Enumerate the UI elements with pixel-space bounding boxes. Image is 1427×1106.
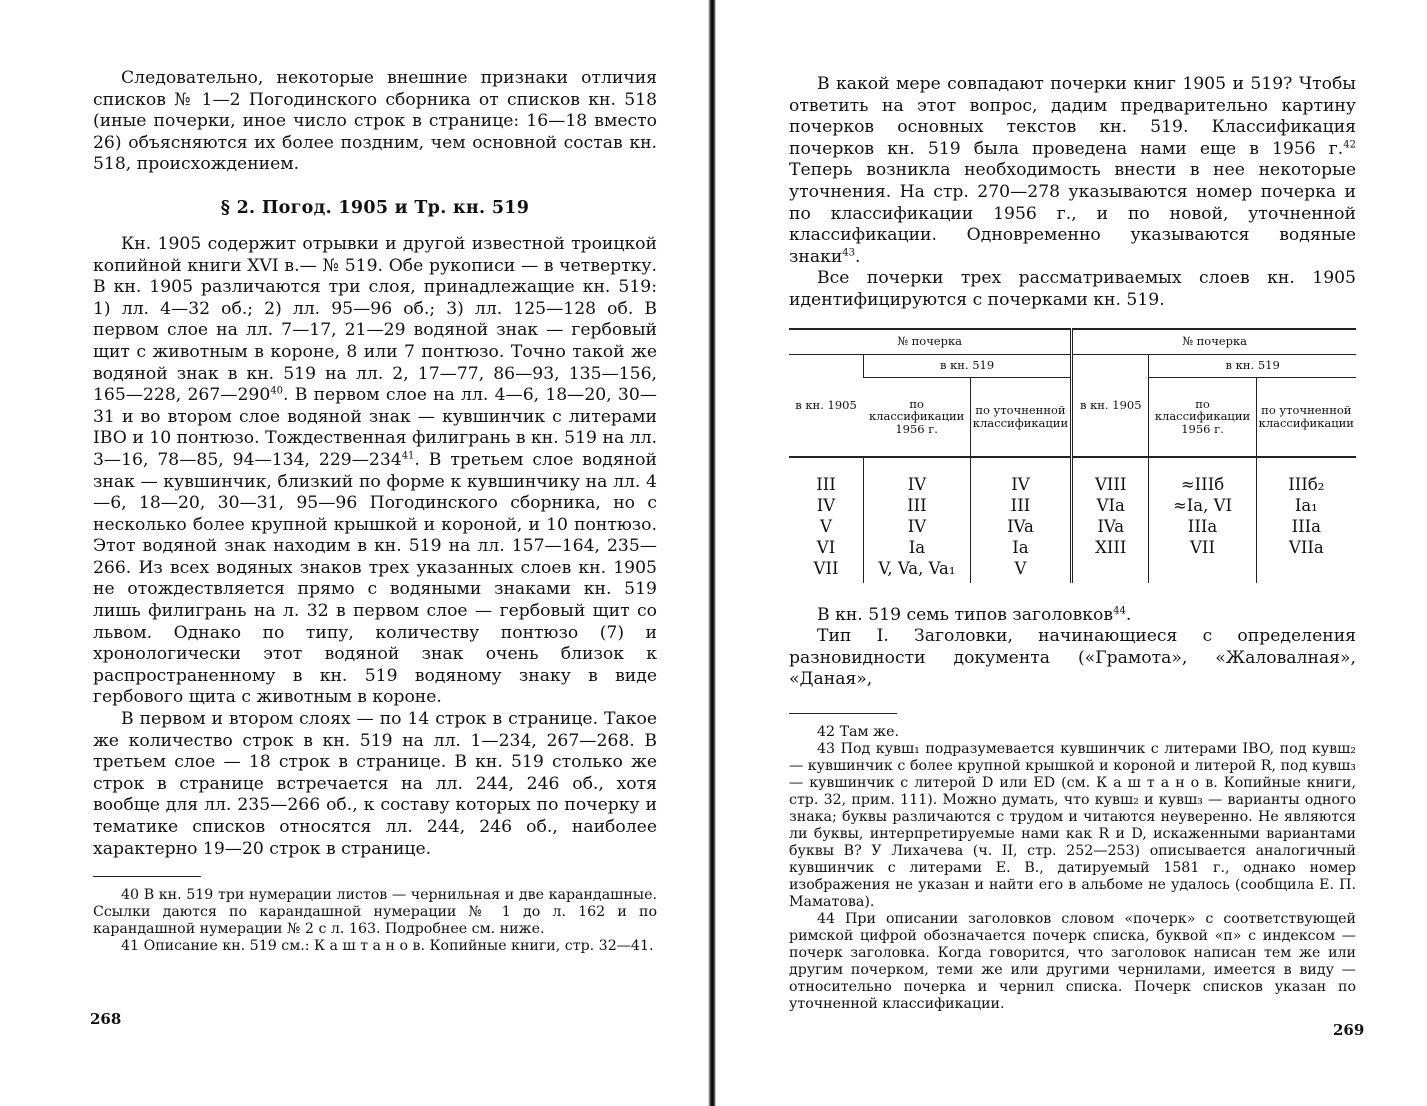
footnote-divider [789,713,897,714]
body-paragraph: Все почерки трех рассматриваемых слоев кн. 1905 идентифицируются с почерками кн. 519. [789,268,1356,310]
right-text-column [789,74,1356,1013]
footnote-ref[interactable]: 42 [1343,139,1356,151]
cell-1905: V [820,516,832,536]
cell-1956: Ia [864,537,971,558]
cell-1956: ≈Ia, VI [1149,495,1256,516]
cell-1956: IIIa [1149,516,1256,537]
cell-1905: IV [816,495,836,515]
cell-new: Ia [970,537,1071,558]
body-paragraph [789,74,1356,268]
table-row [789,495,1356,516]
body-paragraph [93,234,657,709]
page-number: 269 [1333,1021,1365,1039]
cell-1956: V, Va, Va₁ [864,558,971,583]
footnote-ref[interactable]: 43 [842,247,856,259]
paragraph-text: Кн. 1905 содержит отрывки и другой известной троицкой копийной книги XVI в.— № 519. Обе рукописи — в четвертку. В кн. 1905 различаются три слоя, принадлежащие кн. 519: 1) лл. 4—32 об.; 2) лл. 95—96 об.; 3) лл. 125—128 об. В первом слое на лл. 7—17, 21—29 водяной знак — гербовый щит с животным в короне, 8 или 7 понтюзо. Точно такой же водяной знак в кн. 519 на лл. 2, 17—77, 86—93, 135—156, 165—228, 267—290 [93,233,657,406]
left-text-column [93,68,657,955]
cell-1905: XIII [1072,537,1149,558]
cell-1905: IVa [1072,516,1149,537]
cell-new [1256,558,1356,583]
col-header-new: по уточненной классификации [1256,377,1356,457]
body-paragraph: В первом и втором слоях — по 14 строк в странице. Такое же количество строк в кн. 519 на лл. 1—234, 267—268. В третьем слое — 18 строк в странице. В кн. 519 столько же строк в странице встречается на лл. 244, 246 об., хотя вообще для лл. 235—266 об., к составу которых по почерку и тематике списков относятся лл. 244, 246 об., наиболее характерно 19—20 строк в странице. [93,709,657,859]
footnote-ref[interactable]: 44 [1113,604,1126,616]
cell-1956: IV [864,457,971,495]
cell-1956: VII [1149,537,1256,558]
cell-new: IIIa [1256,516,1356,537]
paragraph-text: . В третьем слое водяной знак — кувшинчик, близкий по форме к кувшинчику на лл. 4—6, 18—20, 30—31, 95—96 Погодинского сборника, но с несколько более крупной крышкой и короной, и 10 понтюзо. Этот водяной знак находим в кн. 519 на лл. 157—164, 235—266. Из всех водяных знаков трех указанных слоев кн. 1905 не отождествляется прямо с водяными знаками кн. 519 лишь филигрань на л. 32 в первом слое — гербовый щит со львом. Однако по типу, количеству понтюзо (7) и хронологически этот водяной знак очень близок к распространенному в кн. 519 водяному знаку в виде гербового щита с животным в короне. [93,449,657,708]
footnote-ref[interactable]: 41 [401,450,415,462]
handwriting-table [789,328,1356,583]
footnote-42: 42 Там же. [817,723,899,740]
footnote-43: 43 Под кувш₁ подразумевается кувшинчик с литерами IBO, под кувш₂ — кувшинчик с более крупной крышкой и короной и литерой R, под кувш₃ — кувшинчик с литерой D или ED (см. К а ш т а н о в. Копийные книги, стр. 32, прим. 111). Можно думать, что кувш₂ и кувш₃ — варианты одного знака; буквы различаются с трудом и читаются неуверенно. Не являются ли буквы, интерпретируемые нами как R и D, искаженными вариантами буквы B? У Лихачева (ч. II, стр. 252—253) описывается аналогичный кувшинчик с литерами Е. В., датируемый 1581 г., однако номер изображения не указан и найти его в альбоме не удалось (сообщила Е. П. Маматова). [789,740,1356,910]
paragraph-text: В кн. 519 семь типов заголовков [817,604,1114,625]
table-body [789,457,1356,583]
table-header-group: № почерка [1072,329,1356,355]
cell-1956: III [864,495,971,516]
footnote-divider [93,876,201,877]
cell-1905: III [816,474,836,494]
section-heading: § 2. Погод. 1905 и Тр. кн. 519 [220,197,530,218]
paragraph-text: . В первом слое на лл. 4—6, 18—20, 30—31 и во втором слое водяной знак — кувшинчик с литерами IBO и 10 понтюзо. Тождественная филигрань в кн. 519 на лл. 3—16, 78—85, 94—134, 229—234 [93,385,657,470]
footnote-40: 40 В кн. 519 три нумерации листов — чернильная и две карандашные. Ссылки даются по карандашной нумерации № 1 до л. 162 и по карандашной нумерации № 2 с л. 163. Подробнее см. ниже. [93,887,657,938]
col-header-1905: в кн. 1905 [789,354,864,457]
paragraph-text: Теперь возникла необходимость внести в нее некоторые уточнения. На стр. 270—278 указываются номер почерка и по классификации 1956 г., и по новой, уточненной классификации. Одновременно указываются водяные знаки [789,160,1356,267]
intro-paragraph: Следовательно, некоторые внешние признаки отличия списков № 1—2 Погодинского сборника от списков кн. 518 (иные почерки, иное число строк в странице: 16—18 вместо 26) объясняются их более поздним, чем основной состав кн. 518, происхождением. [93,68,657,175]
cell-1905: VIII [1072,457,1149,495]
page-number: 268 [90,1010,122,1028]
right-page [716,0,1427,1106]
cell-new: III [970,495,1071,516]
footnote-41: 41 Описание кн. 519 см.: К а ш т а н о в. Копийные книги, стр. 32—41. [121,938,654,955]
table-row [789,537,1356,558]
col-header-519: в кн. 519 [864,354,1072,377]
cell-1956: IV [864,516,971,537]
table-row [789,558,1356,583]
cell-new: IIIб₂ [1256,457,1356,495]
cell-new: IV [970,457,1071,495]
cell-1905 [1072,558,1149,583]
paragraph-text: В какой мере совпадают почерки книг 1905 и 519? Чтобы ответить на этот вопрос, дадим предварительно картину почерков основных текстов кн. 519. Классификация почерков кн. 519 была проведена нами еще в 1956 г. [789,74,1356,159]
table-row [789,457,1356,495]
cell-new: VIIa [1256,537,1356,558]
cell-new: V [970,558,1071,583]
col-header-new: по уточненной классификации [970,377,1071,457]
cell-new: IVa [970,516,1071,537]
body-paragraph: Тип I. Заголовки, начинающиеся с определения разновидности документа («Грамота», «Жаловалная», «Даная», [789,626,1356,690]
paragraph-text: . [1125,604,1132,625]
footnote-ref[interactable]: 40 [270,385,284,397]
cell-1905: VIa [1072,495,1149,516]
cell-1956: ≈IIIб [1149,457,1256,495]
cell-1905: VII [813,558,839,578]
col-header-1905: в кн. 1905 [1072,354,1149,457]
left-page [0,0,712,1106]
cell-new: Ia₁ [1256,495,1356,516]
cell-1956 [1149,558,1256,583]
paragraph-text: . [855,246,861,267]
table-row [789,516,1356,537]
cell-1905: VI [816,537,836,557]
footnote-44: 44 При описании заголовков словом «почерк» с соответствующей римской цифрой обозначается почерк списка, буквой «п» с индексом — почерк заголовка. Когда говорится, что заголовок написан тем же или другим почерком, теми же или другими чернилами, имеется в виду — относительно почерка и чернил списка. Почерк списков указан по уточненной классификации. [789,910,1356,1012]
table-header-group: № почерка [789,329,1072,355]
col-header-1956: по классификации 1956 г. [864,377,971,457]
col-header-519: в кн. 519 [1149,354,1356,377]
body-paragraph [789,605,1356,627]
col-header-1956: по классификации 1956 г. [1149,377,1256,457]
